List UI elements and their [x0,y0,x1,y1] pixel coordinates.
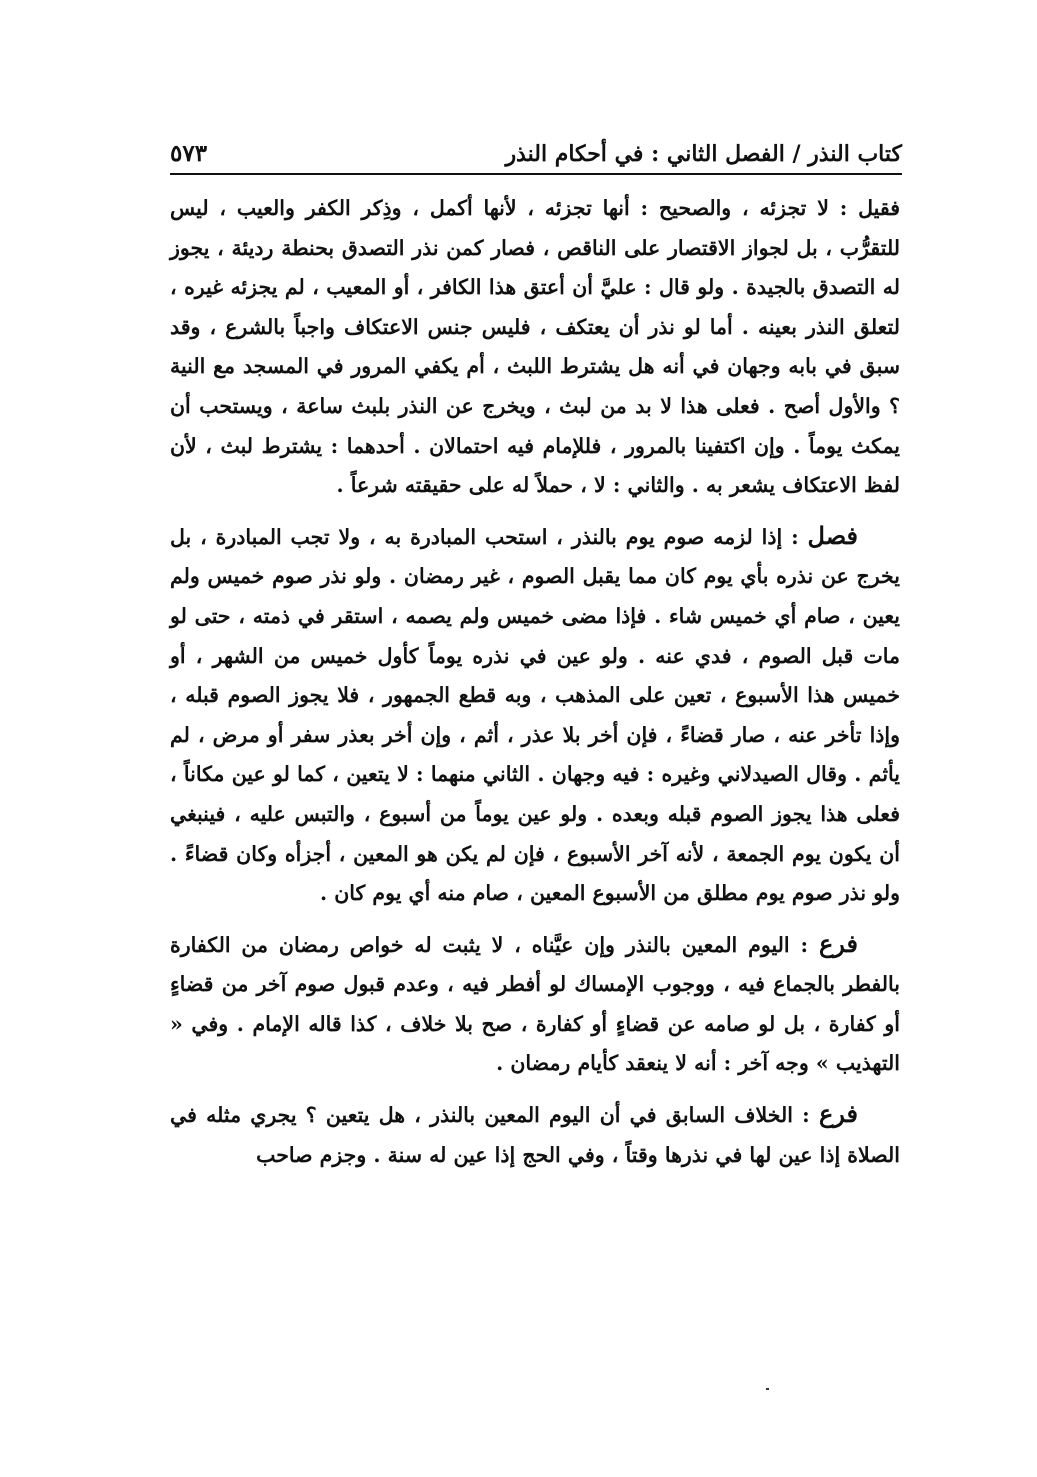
paragraph-text: : الخلاف السابق في أن اليوم المعين بالنذر ، هل يتعين ؟ يجري مثله في الصلاة إذا عين لها في نذرها وقتاً ، وفي الحج إذا عين له سنة . وجزم صاحب [170,1103,900,1167]
paragraph-fasl [170,516,900,914]
book-page [170,140,900,1175]
paragraph-text: : اليوم المعين بالنذر وإن عيَّناه ، لا يثبت له خواص رمضان من الكفارة بالفطر بالجماع فيه ، ووجوب الإمساك لو أفطر فيه ، وعدم قبول صوم آخر من قضاءٍ أو كفارة ، بل لو صامه عن قضاءٍ أو كفارة ، صح بلا خلاف ، كذا قاله الإمام . وفي « التهذيب » وجه آخر : أنه لا ينعقد كأيام رمضان . [170,932,900,1076]
paragraph-far-2 [170,1094,900,1175]
paragraph-far-1 [170,924,900,1084]
subsection-heading: فرع [818,928,858,958]
running-header [170,140,902,175]
section-heading: فصل [807,520,858,550]
chapter-title: كتاب النذر / الفصل الثاني : في أحكام النذر [505,141,902,167]
paragraph-text: : إذا لزمه صوم يوم بالنذر ، استحب المبادرة به ، ولا تجب المبادرة ، بل يخرج عن نذره بأي يوم كان مما يقبل الصوم ، غير رمضان . ولو نذر صوم خميس ولم يعين ، صام أي خميس شاء . فإذا مضى خميس ولم يصمه ، استقر في ذمته ، حتى لو مات قبل الصوم ، فدي عنه . ولو عين في نذره يوماً كأول خميس من الشهر ، أو خميس هذا الأسبوع ، تعين على المذهب ، وبه قطع الجمهور ، فلا يجوز الصوم قبله ، وإذا تأخر عنه ، صار قضاءً ، فإن أخر بلا عذر ، أثم ، وإن أخر بعذر سفر أو مرض ، لم يأثم . وقال الصيدلاني وغيره : فيه وجهان . الثاني منهما : لا يتعين ، كما لو عين مكاناً ، فعلى هذا يجوز الصوم قبله وبعده . ولو عين يوماً من أسبوع ، والتبس عليه ، فينبغي أن يكون يوم الجمعة ، لأنه آخر الأسبوع ، فإن لم يكن هو المعين ، أجزأه وكان قضاءً . ولو نذر صوم يوم مطلق من الأسبوع المعين ، صام منه أي يوم كان . [170,524,900,906]
paragraph-text: فقيل : لا تجزئه ، والصحيح : أنها تجزئه ، لأنها أكمل ، وذِكر الكفر والعيب ، ليس للتقرُّب ، بل لجواز الاقتصار على الناقص ، فصار كمن نذر التصدق بحنطة رديئة ، يجوز له التصدق بالجيدة . ولو قال : عليَّ أن أعتق هذا الكافر ، أو المعيب ، لم يجزئه غيره ، لتعلق النذر بعينه . أما لو نذر أن يعتكف ، فليس جنس الاعتكاف واجباً بالشرع ، وقد سبق في بابه وجهان في أنه هل يشترط اللبث ، أم يكفي المرور في المسجد مع النية ؟ والأول أصح . فعلى هذا لا بد من لبث ، ويخرج عن النذر بلبث ساعة ، ويستحب أن يمكث يوماً . وإن اكتفينا بالمرور ، فللإمام فيه احتمالان . أحدهما : يشترط لبث ، لأن لفظ الاعتكاف يشعر به . والثاني : لا ، حملاً له على حقيقته شرعاً . [170,196,900,498]
page-number: ٥٧٣ [170,140,208,167]
subsection-heading: فرع [818,1099,858,1129]
scan-speck [766,1388,769,1390]
paragraph-continuation [170,189,900,506]
